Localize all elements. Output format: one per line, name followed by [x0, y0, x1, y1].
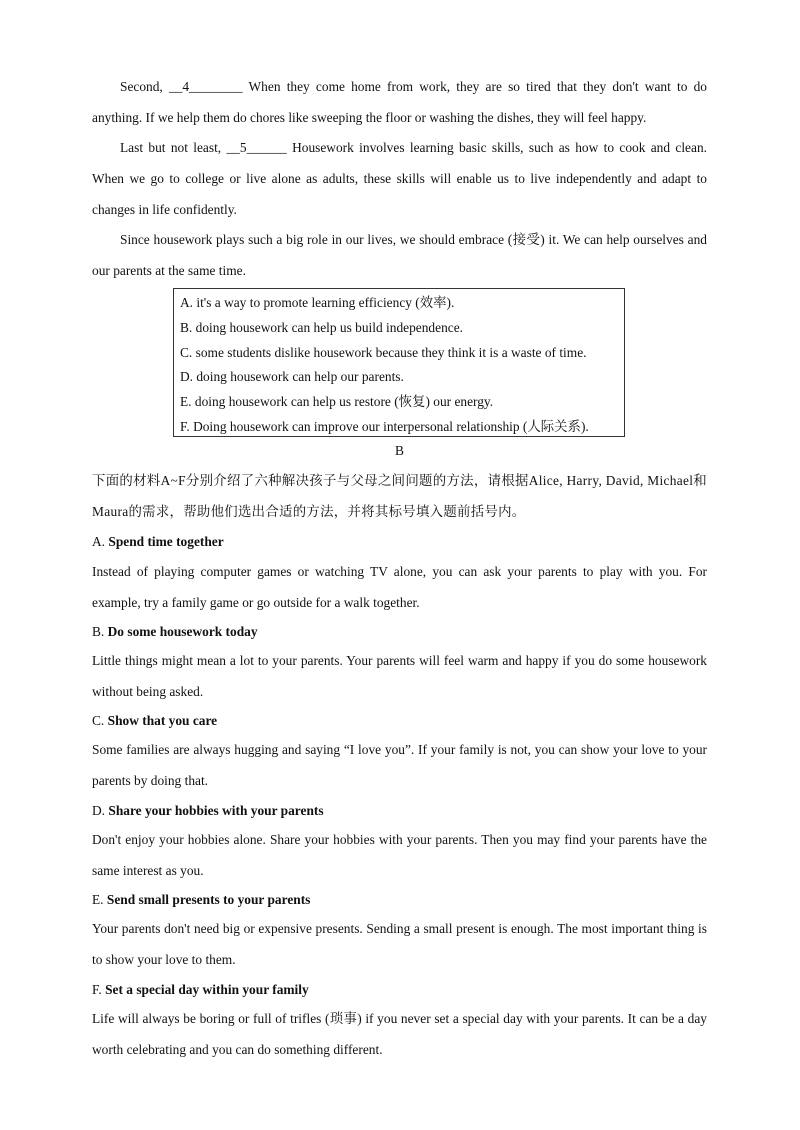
material-b-title: Do some housework today [107, 624, 258, 639]
section-label-b: B [395, 443, 404, 458]
material-c-body: Some families are always hugging and saying “I love you”. If your family is not, you can show your love to your parents by doing that. [92, 742, 707, 788]
material-c-heading [92, 705, 707, 736]
paragraph-last-but-not-least: Last but not least, __5______ Housework involves learning basic skills, such as how to cook and clean. When we go to college or live alone as adults, these skills will enable us to live independently and adapt to changes in life confidently. [92, 140, 707, 217]
material-b-heading [92, 616, 707, 647]
option-e: E. doing housework can help us restore (恢复) our energy. [180, 394, 494, 410]
material-e-letter: E. [92, 892, 104, 907]
material-d-heading [92, 795, 707, 826]
material-b-body: Little things might mean a lot to your parents. Your parents will feel warm and happy if you do some housework without being asked. [92, 653, 707, 699]
material-f-body: Life will always be boring or full of trifles (琐事) if you never set a special day with your parents. It can be a day worth celebrating and you can do something different. [92, 1011, 707, 1057]
material-f-heading [92, 974, 707, 1005]
material-e-body: Your parents don't need big or expensive presents. Sending a small present is enough. The most important thing is to show your love to them. [92, 921, 707, 967]
material-e-heading [92, 884, 707, 915]
material-b-letter: B. [92, 624, 105, 639]
material-a-heading [92, 526, 707, 557]
paragraph-second: Second, __4________ When they come home from work, they are so tired that they don't want to do anything. If we help them do chores like sweeping the floor or washing the dishes, they will feel happy. [92, 79, 707, 125]
option-c: C. some students dislike housework because they think it is a waste of time. [180, 344, 587, 360]
material-f-letter: F. [92, 982, 102, 997]
option-f: F. Doing housework can improve our interpersonal relationship (人际关系). [180, 418, 589, 434]
material-c-title: Show that you care [107, 713, 218, 728]
material-d-letter: D. [92, 803, 106, 818]
material-d-body: Don't enjoy your hobbies alone. Share your hobbies with your parents. Then you may find your parents have the same interest as you. [92, 832, 707, 878]
instructions-text: 下面的材料A~F分别介绍了六种解决孩子与父母之间问题的方法，请根据Alice, Harry, David, Michael和Maura的需求，帮助他们选出合适的方法，并将其标号填入题前括号内。 [92, 473, 707, 519]
material-e-title: Send small presents to your parents [106, 892, 311, 907]
option-d: D. doing housework can help our parents. [180, 369, 404, 385]
material-c-letter: C. [92, 713, 105, 728]
paragraph-since-housework: Since housework plays such a big role in our lives, we should embrace (接受) it. We can help ourselves and our parents at the same time. [92, 232, 707, 278]
material-a-letter: A. [92, 534, 106, 549]
material-d-title: Share your hobbies with your parents [108, 803, 324, 818]
material-a-body: Instead of playing computer games or watching TV alone, you can ask your parents to play with you. For example, try a family game or go outside for a walk together. [92, 564, 707, 610]
material-a-title: Spend time together [108, 534, 224, 549]
option-a: A. it's a way to promote learning efficiency (效率). [180, 295, 455, 310]
material-f-title: Set a special day within your family [105, 982, 309, 997]
option-b: B. doing housework can help us build independence. [180, 319, 464, 335]
options-box [173, 288, 625, 437]
